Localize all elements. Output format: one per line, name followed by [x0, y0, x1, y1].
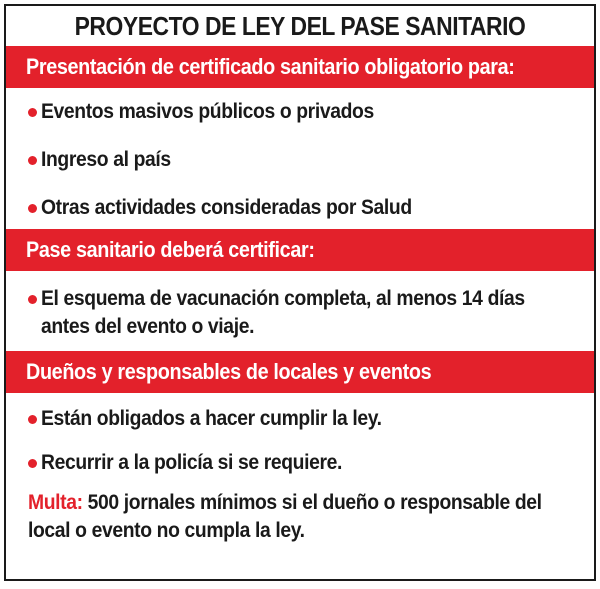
bullet-dot-icon: [28, 295, 37, 304]
bullet-dot-icon: [28, 459, 37, 468]
list-item-text: Ingreso al país: [41, 148, 171, 171]
section-heading-label: Presentación de certificado sanitario obligatorio para:: [26, 54, 515, 79]
page-title: PROYECTO DE LEY DEL PASE SANITARIO: [74, 10, 526, 41]
list-item-text: Eventos masivos públicos o privados: [41, 100, 374, 123]
penalty-label: Multa:: [28, 491, 83, 514]
bullet-dot-icon: [28, 415, 37, 424]
section-heading-pass: [6, 229, 594, 271]
list-item: [6, 285, 594, 341]
list-item: [6, 98, 594, 126]
bullet-dot-icon: [28, 156, 37, 165]
bullet-dot-icon: [28, 204, 37, 213]
list-item: [6, 194, 594, 222]
list-item: [6, 449, 594, 477]
list-item: [6, 146, 594, 174]
law-summary-card: [4, 4, 596, 581]
list-item-text: Están obligados a hacer cumplir la ley.: [41, 407, 382, 430]
list-item-text: Recurrir a la policía si se requiere.: [41, 451, 343, 474]
list-item-text: El esquema de vacunación completa, al menos 14 días antes del evento o viaje.: [41, 287, 525, 338]
bullet-dot-icon: [28, 108, 37, 117]
section-heading-owners: [6, 351, 594, 393]
section-heading-certificate: [6, 46, 594, 88]
section-heading-label: Pase sanitario deberá certificar:: [26, 237, 315, 262]
list-item-text: Otras actividades consideradas por Salud: [41, 196, 412, 219]
penalty-text-block: [28, 489, 580, 545]
section-heading-label: Dueños y responsables de locales y eventos: [26, 359, 432, 384]
list-item: [6, 405, 594, 433]
penalty-text: 500 jornales mínimos si el dueño o responsable del local o evento no cumpla la ley.: [28, 491, 542, 542]
penalty-note: [6, 489, 594, 545]
